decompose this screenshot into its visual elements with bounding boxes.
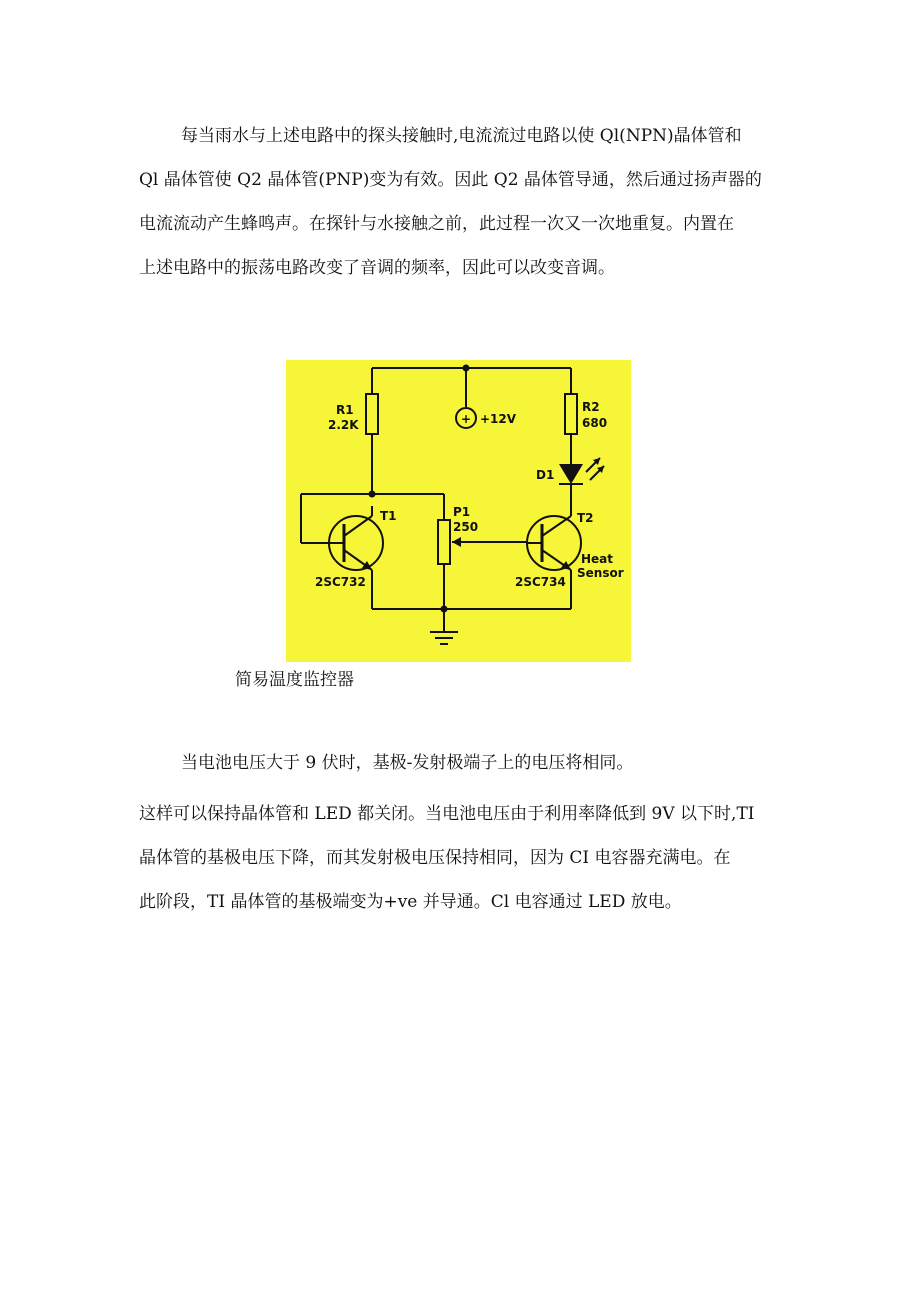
- paragraph-line: 上述电路中的振荡电路改变了音调的频率，因此可以改变音调。: [139, 258, 615, 278]
- plus-icon: +: [460, 412, 472, 426]
- paragraph-line: 这样可以保持晶体管和 LED 都关闭。当电池电压由于利用率降低到 9V 以下时,TI: [139, 804, 755, 824]
- label-t1: T1: [380, 509, 397, 523]
- paragraph-rain-sensor: [139, 114, 785, 290]
- paragraph-line: 此阶段，TI 晶体管的基极端变为+ve 并导通。Cl 电容通过 LED 放电。: [139, 892, 682, 912]
- paragraph-transistor-state: [139, 792, 785, 924]
- label-sensor-2: Sensor: [577, 566, 624, 580]
- label-r2-value: 680: [582, 416, 608, 430]
- label-t2-part: 2SC734: [515, 575, 566, 589]
- label-t2: T2: [577, 511, 594, 525]
- label-supply: +12V: [480, 412, 517, 426]
- paragraph-battery-voltage: [139, 741, 785, 785]
- label-r2: R2: [582, 400, 600, 414]
- paragraph-line: 电流流动产生蜂鸣声。在探针与水接触之前，此过程一次又一次地重复。内置在: [139, 214, 734, 234]
- label-r1-value: 2.2K: [328, 418, 359, 432]
- label-d1: D1: [536, 468, 555, 482]
- label-sensor-1: Heat: [581, 552, 614, 566]
- paragraph-line: 每当雨水与上述电路中的探头接触时,电流流过电路以使 Ql(NPN)晶体管和: [181, 126, 742, 146]
- label-r1: R1: [336, 403, 354, 417]
- paragraph-line: 当电池电压大于 9 伏时，基极-发射极端子上的电压将相同。: [181, 753, 634, 773]
- label-t1-part: 2SC732: [315, 575, 366, 589]
- paragraph-line: 晶体管的基极电压下降，而其发射极电压保持相同，因为 CI 电容器充满电。在: [139, 848, 731, 868]
- circuit-schematic: [286, 360, 631, 662]
- figure-caption: 简易温度监控器: [235, 670, 354, 690]
- label-p1-value: 250: [453, 520, 479, 534]
- label-p1: P1: [453, 505, 471, 519]
- paragraph-line: Ql 晶体管使 Q2 晶体管(PNP)变为有效。因此 Q2 晶体管导通，然后通过扬声器的: [139, 170, 762, 190]
- circuit-diagram: [286, 360, 631, 662]
